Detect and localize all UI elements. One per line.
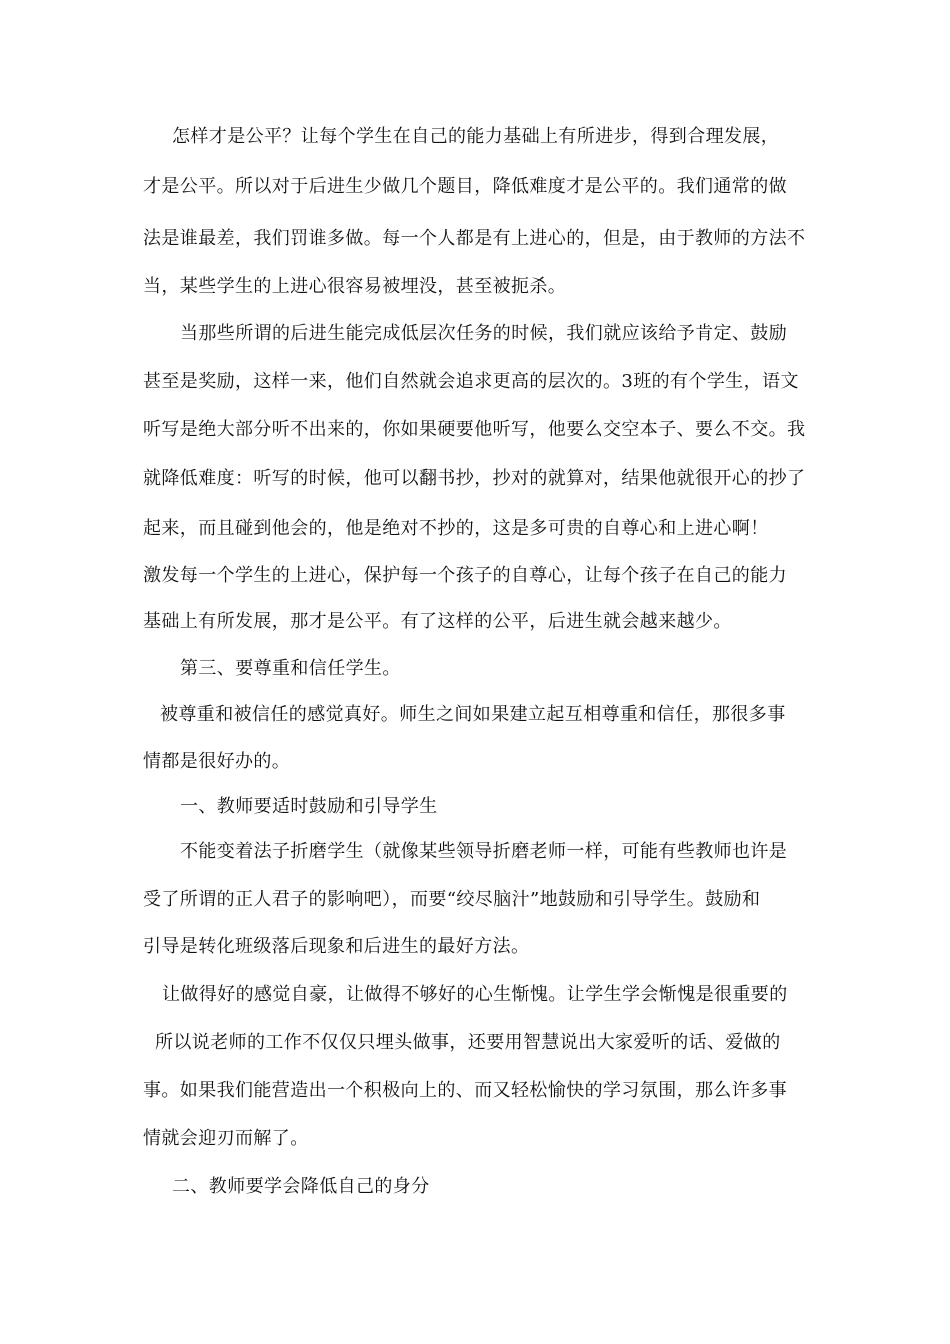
text-line: 基础上有所发展，那才是公平。有了这样的公平，后进生就会越来越少。	[143, 611, 732, 632]
text-line: 情就会迎刃而解了。	[143, 1128, 309, 1149]
text-line: 事。如果我们能营造出一个积极向上的、而又轻松愉快的学习氛围，那么许多事	[143, 1080, 787, 1101]
text-line: 受了所谓的正人君子的影响吧），而要“绞尽脑汁”地鼓励和引导学生。鼓励和	[143, 889, 761, 910]
text-line: 起来，而且碰到他会的，他是绝对不抄的，这是多可贵的自尊心和上进心啊！	[143, 518, 769, 539]
text-line: 不能变着法子折磨学生（就像某些领导折磨老师一样，可能有些教师也许是	[180, 841, 788, 862]
text-line: 听写是绝大部分听不出来的，你如果硬要他听写，他要么交空本子、要么不交。我	[143, 419, 806, 440]
text-line: 让做得好的感觉自豪，让做得不够好的心生惭愧。让学生学会惭愧是很重要的	[162, 984, 788, 1005]
text-line: 当，某些学生的上进心很容易被埋没，甚至被扼杀。	[143, 276, 567, 297]
text-line: 当那些所谓的后进生能完成低层次任务的时候，我们就应该给予肯定、鼓励	[180, 323, 788, 344]
text-line: 怎样才是公平？让每个学生在自己的能力基础上有所进步，得到合理发展，	[172, 126, 780, 147]
text-line: 法是谁最差，我们罚谁多做。每一个人都是有上进心的，但是，由于教师的方法不	[143, 228, 806, 249]
text-line: 就降低难度：听写的时候，他可以翻书抄，抄对的就算对，结果他就很开心的抄了	[143, 468, 806, 489]
text-line: 所以说老师的工作不仅仅只埋头做事，还要用智慧说出大家爱听的话、爱做的	[155, 1032, 781, 1053]
text-line: 被尊重和被信任的感觉真好。师生之间如果建立起互相尊重和信任，那很多事	[160, 704, 786, 725]
text-line: 情都是很好办的。	[143, 751, 291, 772]
text-line: 引导是转化班级落后现象和后进生的最好方法。	[143, 936, 530, 957]
text-line: 激发每一个学生的上进心，保护每一个孩子的自尊心，让每个孩子在自己的能力	[143, 565, 787, 586]
text-line: 甚至是奖励，这样一来，他们自然就会追求更高的层次的。3班的有个学生，语文	[143, 371, 799, 392]
subsection-heading: 一、教师要适时鼓励和引导学生	[180, 796, 438, 817]
section-heading: 第三、要尊重和信任学生。	[180, 658, 401, 679]
subsection-heading: 二、教师要学会降低自己的身分	[172, 1176, 430, 1197]
text-line: 才是公平。所以对于后进生少做几个题目，降低难度才是公平的。我们通常的做	[143, 176, 787, 197]
